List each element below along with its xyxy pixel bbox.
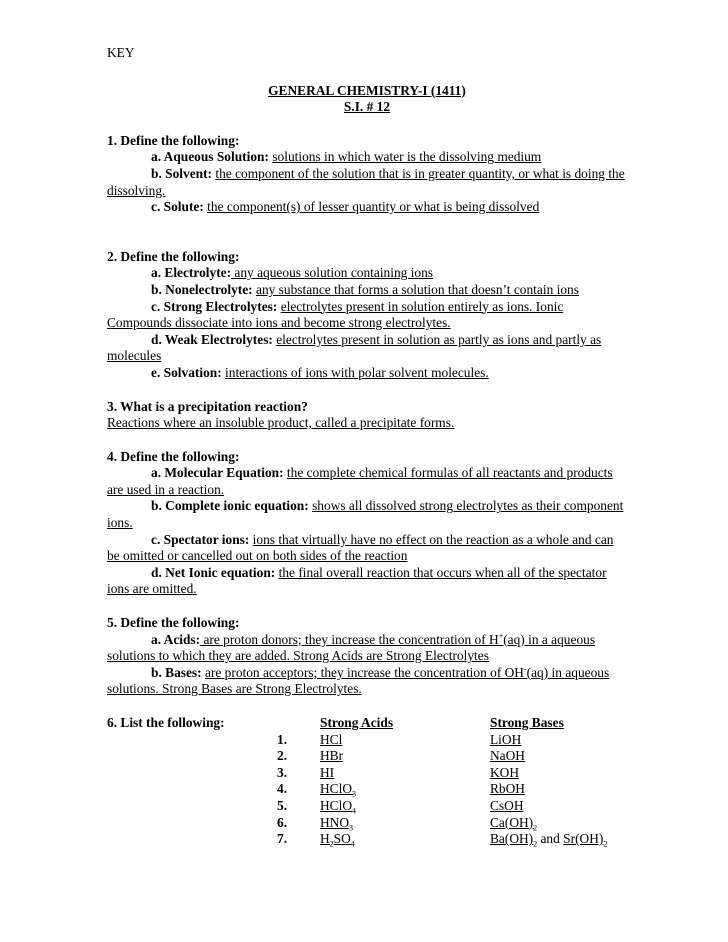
row-number: 5. [277, 797, 288, 813]
definition-answer: any aqueous solution containing ions [231, 265, 434, 281]
table-header-row [107, 715, 607, 732]
acid-formula: $HNO_3$ [320, 814, 354, 833]
definition-item [107, 265, 627, 282]
term-label: a. Electrolyte: [151, 265, 232, 281]
definition-item [107, 565, 627, 598]
question-5-prompt: 5. Define the following: [107, 615, 240, 631]
term-label: a. Aqueous Solution: [151, 149, 269, 165]
base-formula: CsOH [490, 797, 524, 813]
question-2-prompt: 2. Define the following: [107, 248, 240, 264]
question-3-prompt: 3. What is a precipitation reaction? [107, 398, 308, 414]
base-formula: $Ca(OH)_2$ [490, 814, 538, 833]
acid-formula: HClO$_4$ [320, 797, 356, 816]
question-2 [107, 249, 627, 382]
definition-item [107, 498, 627, 531]
base-formula: LiOH [490, 731, 522, 747]
definition-answer: the component of the solution that is in greater quantity, or what is doing the dissolving. [107, 165, 625, 198]
term-label: c. Strong Electrolytes: [151, 298, 278, 314]
definition-item [107, 166, 627, 199]
term-label: b. Bases: [151, 664, 202, 680]
base-formula: NaOH [490, 748, 525, 764]
question-5 [107, 615, 627, 698]
definition-answer: the complete chemical formulas of all reactants and products are used in a reaction. [107, 465, 613, 497]
definition-item [107, 282, 627, 299]
question-1 [107, 133, 627, 216]
definition-answer: electrolytes present in solution as partly as ions and partly as molecules [107, 331, 602, 364]
term-label: a. Acids: [151, 631, 201, 647]
acid-formula: HCl [320, 731, 343, 747]
term-label: e. Solvation: [151, 364, 222, 380]
row-number: 3. [277, 764, 288, 780]
document-title: GENERAL CHEMISTRY-I (1411) [268, 82, 466, 98]
definition-item [107, 149, 627, 166]
table-row [107, 798, 607, 815]
definition-item [107, 532, 627, 565]
row-number: 1. [277, 731, 288, 747]
table-row [107, 831, 607, 848]
table-row [107, 748, 607, 765]
definition-item [107, 299, 627, 332]
document-subtitle: S.I. # 12 [343, 99, 391, 115]
table-row [107, 765, 607, 782]
row-number: 4. [277, 781, 288, 797]
term-label: d. Net Ionic equation: [151, 564, 276, 580]
definition-answer: the final overall reaction that occurs when all of the spectator ions are omitted. [107, 564, 607, 597]
table-row [107, 815, 607, 832]
definition-answer: any substance that forms a solution that doesn’t contain ions [256, 281, 579, 297]
definition-answer: solutions in which water is the dissolving medium [272, 149, 542, 165]
definition-answer: are proton acceptors; they increase the concentration of OH-(aq) in aqueous solutions. Strong Bases are Strong Electrolytes. [107, 664, 610, 697]
definition-answer: shows all dissolved strong electrolytes as their component ions. [107, 498, 624, 531]
acid-formula: HI [320, 764, 335, 780]
row-number: 2. [277, 748, 288, 764]
definition-item [107, 465, 627, 498]
strong-acids-bases-table [107, 715, 607, 848]
base-formula: KOH [490, 764, 520, 780]
term-label: b. Solvent: [151, 165, 213, 181]
definition-item [107, 665, 627, 698]
definition-item [107, 365, 627, 382]
term-label: d. Weak Electrolytes: [151, 331, 273, 347]
row-number: 7. [277, 831, 288, 847]
table-row [107, 732, 607, 749]
row-number: 6. [277, 814, 288, 830]
definition-item [107, 332, 627, 365]
definition-answer: the component(s) of lesser quantity or what is being dissolved [207, 199, 540, 215]
table-row [107, 781, 607, 798]
term-label: b. Nonelectrolyte: [151, 281, 253, 297]
definition-answer: are proton donors; they increase the concentration of H+(aq) in a aqueous solutions to which they are added. Strong Acids are Strong Electrolytes [107, 631, 596, 664]
strong-bases-header: Strong Bases [490, 715, 564, 730]
definition-answer: ions that virtually have no effect on the reaction as a whole and can be omitted or cancelled out on both sides of the reaction [107, 531, 614, 564]
term-label: c. Solute: [151, 199, 204, 215]
base-formula: $Ba(OH)_2$ and $Sr(OH)_2$ [490, 831, 608, 849]
question-3 [107, 399, 627, 432]
definition-item [107, 199, 627, 216]
base-formula: RbOH [490, 781, 525, 797]
definition-answer: electrolytes present in solution entirely as ions. Ionic Compounds dissociate into ions and become strong electrolytes. [107, 298, 564, 331]
key-label: KEY [107, 45, 135, 60]
definition-item [107, 632, 627, 665]
question-3-answer: Reactions where an insoluble product, called a precipitate forms. [107, 415, 455, 431]
acid-formula: $H_2SO_4$ [320, 831, 355, 849]
question-4 [107, 449, 627, 598]
acid-formula: HClO$_3$ [320, 781, 356, 800]
question-1-prompt: 1. Define the following: [107, 132, 240, 148]
term-label: b. Complete ionic equation: [151, 498, 309, 514]
term-label: a. Molecular Equation: [151, 465, 284, 481]
acid-formula: HBr [320, 748, 344, 764]
term-label: c. Spectator ions: [151, 531, 250, 547]
strong-acids-header: Strong Acids [320, 715, 394, 730]
question-6-prompt: 6. List the following: [107, 715, 225, 730]
document-page [107, 45, 627, 848]
definition-answer: interactions of ions with polar solvent molecules. [225, 364, 489, 380]
question-4-prompt: 4. Define the following: [107, 448, 240, 464]
